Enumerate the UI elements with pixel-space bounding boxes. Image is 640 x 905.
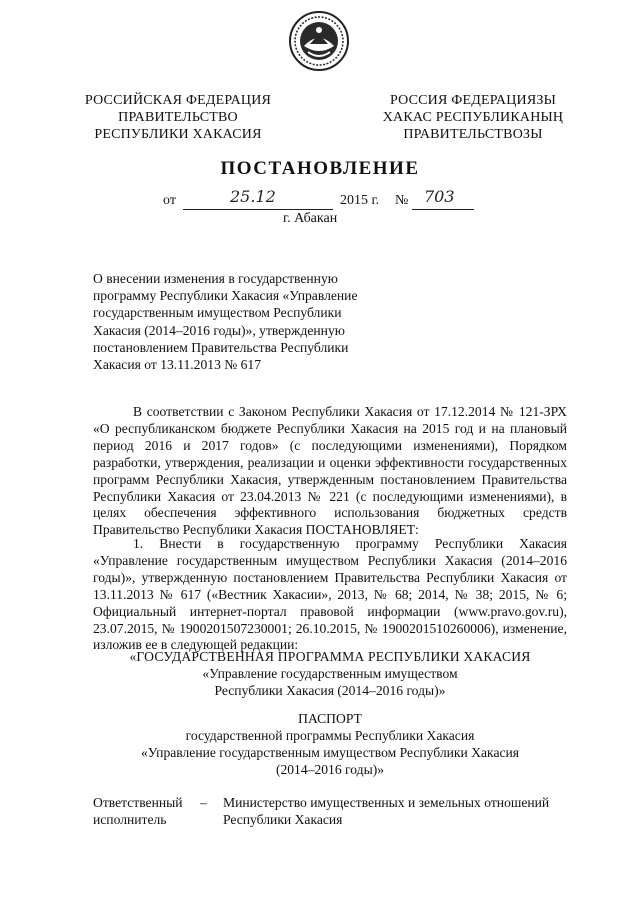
program-title-line: «ГОСУДАРСТВЕННАЯ ПРОГРАММА РЕСПУБЛИКИ ХАКАСИЯ xyxy=(129,649,531,664)
header-left-line: ПРАВИТЕЛЬСТВО xyxy=(118,110,238,125)
row-dash: – xyxy=(200,795,207,810)
document-title: ПОСТАНОВЛЕНИЕ xyxy=(220,158,420,179)
city-name: г. Абакан xyxy=(283,211,338,226)
header-left-line: РОССИЙСКАЯ ФЕДЕРАЦИЯ xyxy=(84,93,272,108)
program-title-block xyxy=(93,648,567,699)
subject-line: постановлением Правительства Республики xyxy=(93,339,349,355)
clause-1-text: 1. Внести в государственную программу Республики Хакасия «Управление государственным имуществом Республики Хакасия (2014–2016 годы)», утвержденную постановлением Правительства Республики Хакасия от 13.11.2013 № 617 («Вестник Хакасии», 2013, № 68; 2014, № 38; 2015, № 6; Официальный интернет-портал правовой информации (www.pravo.gov.ru), 23.07.2015, № 1900201507230001; 26.10.2015, № 1900201510260006), изменение, изложив ее в следующей редакции: xyxy=(93,536,567,653)
header-right-line: ПРАВИТЕЛЬСТВОЗЫ xyxy=(403,127,543,142)
number-handwritten: 703 xyxy=(424,187,455,206)
row-value-line: Республики Хакасия xyxy=(223,812,343,827)
passport-block xyxy=(93,710,567,778)
passport-line: государственной программы Республики Хакасия xyxy=(185,728,475,743)
row-label xyxy=(93,794,203,828)
row-label-line: исполнитель xyxy=(93,812,167,827)
preamble-paragraph xyxy=(93,404,567,539)
header-left-line: РЕСПУБЛИКИ ХАКАСИЯ xyxy=(94,127,262,142)
passport-heading: ПАСПОРТ xyxy=(298,711,362,726)
header-left-block xyxy=(78,92,278,143)
row-value-line: Министерство имущественных и земельных отношений xyxy=(223,795,550,810)
header-right-block xyxy=(368,92,578,143)
row-value xyxy=(223,794,567,828)
clause-1-paragraph xyxy=(93,536,567,654)
subject-line: программу Республики Хакасия «Управление xyxy=(93,288,358,304)
date-prefix: от xyxy=(163,193,176,208)
row-label-line: Ответственный xyxy=(93,795,183,810)
subject-line: государственным имуществом Республики xyxy=(93,305,342,321)
year-text: 2015 г. xyxy=(340,193,380,208)
program-title-line: Республики Хакасия (2014–2016 годы)» xyxy=(214,683,446,698)
program-title-line: «Управление государственным имуществом xyxy=(202,666,458,681)
number-sign: № xyxy=(395,193,409,208)
header-right-line: РОССИЯ ФЕДЕРАЦИЯЗЫ xyxy=(389,93,557,108)
header-right-line: ХАКАС РЕСПУБЛИКАНЫҢ xyxy=(382,110,564,125)
subject-line: О внесении изменения в государственную xyxy=(93,271,338,286)
passport-line: (2014–2016 годы)» xyxy=(275,762,385,777)
subject-line: Хакасия от 13.11.2013 № 617 xyxy=(93,357,262,373)
coat-of-arms-emblem xyxy=(288,10,350,72)
subject-block xyxy=(93,270,377,373)
subject-line: Хакасия (2014–2016 годы)», утвержденную xyxy=(93,322,345,338)
preamble-text: В соответствии с Законом Республики Хакасия от 17.12.2014 № 121-ЗРХ «О республиканском бюджете Республики Хакасия на 2015 год и на плановый период 2016 и 2017 годов» (с последующими изменениями), Порядком разработки, утверждения, реализации и оценки эффективности государственных программ Республики Хакасия, утвержденным постановлением Правительства Республики Хакасия от 23.04.2013 № 221 (с последующими изменениями), в целях обеспечения эффективного использования бюджетных средств Правительство Республики Хакасия ПОСТАНОВЛЯЕТ: xyxy=(93,404,567,538)
passport-line: «Управление государственным имуществом Республики Хакасия xyxy=(140,745,520,760)
date-handwritten: 25.12 xyxy=(230,187,276,206)
